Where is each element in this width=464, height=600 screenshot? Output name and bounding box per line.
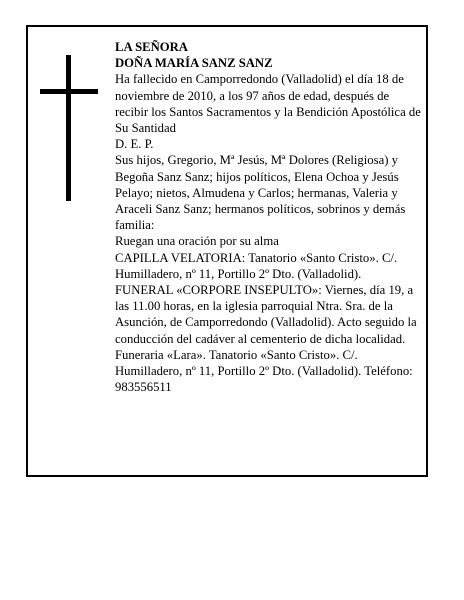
chapel-info: CAPILLA VELATORIA: Tanatorio «Santo Cristo». C/. Humilladero, nº 11, Portillo 2º Dto. (Valladolid). bbox=[115, 250, 398, 281]
cross-vertical-bar bbox=[66, 55, 71, 201]
funeral-home-info: Funeraria «Lara». Tanatorio «Santo Cristo». C/. Humilladero, nº 11, Portillo 2º Dto. (Valladolid). Teléfono: 983556511 bbox=[115, 347, 413, 395]
deceased-name: DOÑA MARÍA SANZ SANZ bbox=[115, 56, 273, 71]
rip-abbreviation: D. E. P. bbox=[115, 137, 154, 152]
obituary-notice bbox=[26, 25, 428, 477]
notice-title: LA SEÑORA bbox=[115, 40, 188, 54]
funeral-info: FUNERAL «CORPORE INSEPULTO»: Viernes, día 19, a las 11.00 horas, en la iglesia parroquial Ntra. Sra. de la Asunción, de Camporredondo (Valladolid). Acto seguido la conducción del cadáver al cementerio de dicha localidad. bbox=[115, 283, 417, 346]
cross-horizontal-bar bbox=[40, 89, 98, 94]
notice-text bbox=[115, 39, 425, 395]
death-announcement: Ha fallecido en Camporredondo (Valladolid) el día 18 de noviembre de 2010, a los 97 años de edad, después de recibir los Santos Sacramentos y la Bendición Apostólica de Su Santidad bbox=[115, 72, 421, 136]
prayer-request: Ruegan una oración por su alma bbox=[115, 234, 279, 249]
family-list: Sus hijos, Gregorio, Mª Jesús, Mª Dolores (Religiosa) y Begoña Sanz Sanz; hijos políticos, Elena Ochoa y Jesús Pelayo; nietos, Almudena y Carlos; hermanas, Valeria y Araceli Sanz Sanz; hermanos políticos, sobrinos y demás familia: bbox=[115, 153, 406, 233]
latin-cross-icon bbox=[40, 55, 98, 201]
